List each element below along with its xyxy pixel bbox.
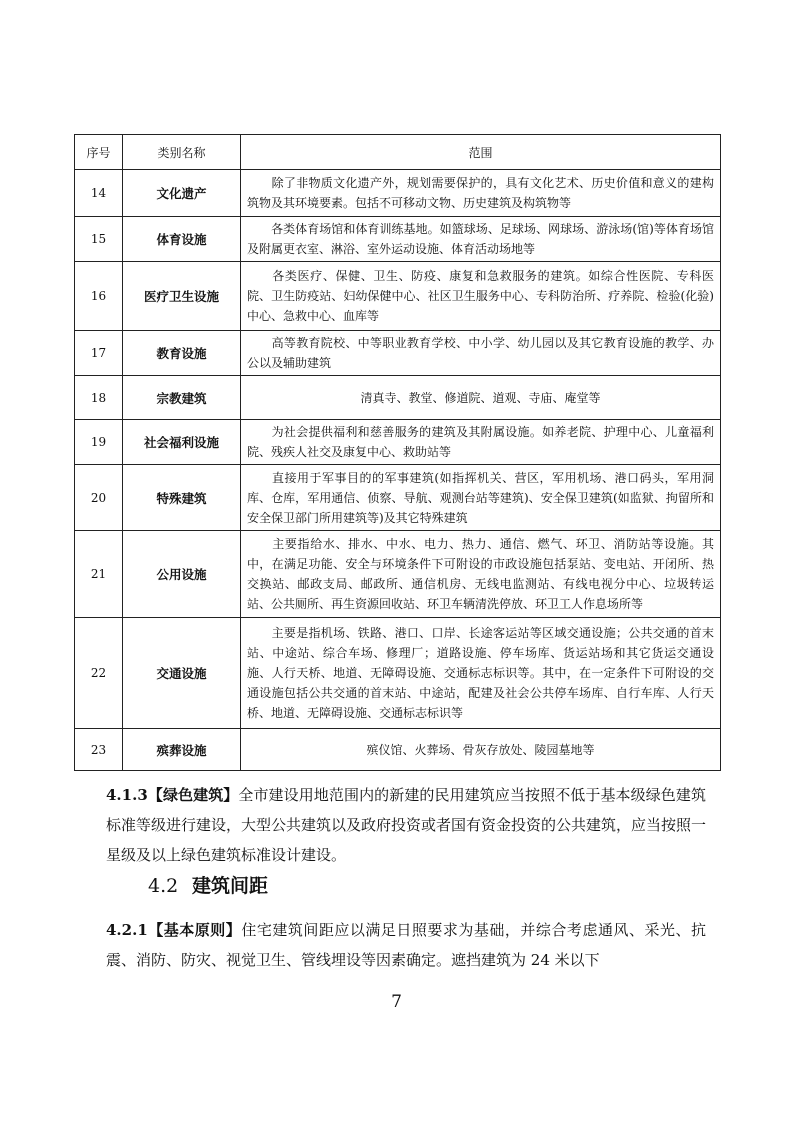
row-number: 17 [75,331,123,376]
row-category: 教育设施 [123,331,241,376]
table-row [75,170,721,217]
table-row [75,531,721,618]
clause-keyword: 【绿色建筑】 [147,786,239,804]
row-category: 文化遗产 [123,170,241,217]
row-number: 18 [75,376,123,420]
table-row [75,376,721,420]
clause-4-1-3 [106,780,706,870]
row-scope: 殡仪馆、火葬场、骨灰存放处、陵园墓地等 [241,729,721,771]
clause-number: 4.2.1 [106,921,148,939]
row-number: 20 [75,465,123,531]
row-category: 殡葬设施 [123,729,241,771]
row-scope: 除了非物质文化遗产外，规划需要保护的，具有文化艺术、历史价值和意义的建构筑物及其环境要素。包括不可移动文物、历史建筑及构筑物等 [241,170,721,217]
clause-text: 住宅建筑间距应以满足日照要求为基础，并综合考虑通风、采光、抗震、消防、防灾、视觉卫生、管线埋设等因素确定。遮挡建筑为 24 米以下 [106,921,706,969]
row-category: 特殊建筑 [123,465,241,531]
row-scope: 高等教育院校、中等职业教育学校、中小学、幼儿园以及其它教育设施的教学、办公以及辅助建筑 [241,331,721,376]
section-title: 建筑间距 [192,875,269,897]
clause-number: 4.1.3 [106,786,148,804]
row-scope: 清真寺、教堂、修道院、道观、寺庙、庵堂等 [241,376,721,420]
row-number: 14 [75,170,123,217]
row-category: 社会福利设施 [123,420,241,465]
table-row [75,465,721,531]
clause-text: 全市建设用地范围内的新建的民用建筑应当按照不低于基本级绿色建筑标准等级进行建设，大型公共建筑以及政府投资或者国有资金投资的公共建筑，应当按照一星级及以上绿色建筑标准设计建设。 [106,786,707,864]
row-number: 19 [75,420,123,465]
table-row [75,262,721,331]
row-category: 医疗卫生设施 [123,262,241,331]
clause-4-2-1 [106,915,706,975]
table-row [75,729,721,771]
header-category: 类别名称 [123,135,241,170]
header-number: 序号 [75,135,123,170]
row-number: 15 [75,217,123,262]
section-heading [148,871,268,898]
row-scope: 主要指给水、排水、中水、电力、热力、通信、燃气、环卫、消防站等设施。其中，在满足功能、安全与环境条件下可附设的市政设施包括泵站、变电站、开闭所、热交换站、邮政支局、邮政所、通信机房、无线电监测站、有线电视分中心、垃圾转运站、公共厕所、再生资源回收站、环卫车辆清洗停放、环卫工人作息场所等 [241,531,721,618]
row-category: 宗教建筑 [123,376,241,420]
page-number: 7 [391,992,402,1012]
building-category-table [74,134,721,771]
row-category: 交通设施 [123,618,241,729]
row-category: 体育设施 [123,217,241,262]
row-category: 公用设施 [123,531,241,618]
table-header-row [75,135,721,170]
row-scope: 直接用于军事目的的军事建筑(如指挥机关、营区，军用机场、港口码头，军用洞库、仓库，军用通信、侦察、导航、观测台站等建筑)、安全保卫建筑(如监狱、拘留所和安全保卫部门所用建筑等)及其它特殊建筑 [241,465,721,531]
table-row [75,618,721,729]
section-number: 4.2 [148,875,179,897]
row-scope: 为社会提供福利和慈善服务的建筑及其附属设施。如养老院、护理中心、儿童福利院、残疾人社交及康复中心、救助站等 [241,420,721,465]
table-row [75,420,721,465]
table-row [75,217,721,262]
header-scope: 范围 [241,135,721,170]
row-number: 22 [75,618,123,729]
row-number: 23 [75,729,123,771]
row-number: 21 [75,531,123,618]
row-scope: 主要是指机场、铁路、港口、口岸、长途客运站等区域交通设施；公共交通的首末站、中途站、综合车场、修理厂；道路设施、停车场库、货运站场和其它货运交通设施、人行天桥、地道、无障碍设施、交通标志标识等。其中，在一定条件下可附设的交通设施包括公共交通的首末站、中途站，配建及社会公共停车场库、自行车库、人行天桥、地道、无障碍设施、交通标志标识等 [241,618,721,729]
row-scope: 各类体育场馆和体育训练基地。如篮球场、足球场、网球场、游泳场(馆)等体育场馆及附属更衣室、淋浴、室外运动设施、体育活动场地等 [241,217,721,262]
row-number: 16 [75,262,123,331]
table-row [75,331,721,376]
row-scope: 各类医疗、保健、卫生、防疫、康复和急救服务的建筑。如综合性医院、专科医院、卫生防疫站、妇幼保健中心、社区卫生服务中心、专科防治所、疗养院、检验(化验)中心、急救中心、血库等 [241,262,721,331]
clause-keyword: 【基本原则】 [147,921,242,939]
